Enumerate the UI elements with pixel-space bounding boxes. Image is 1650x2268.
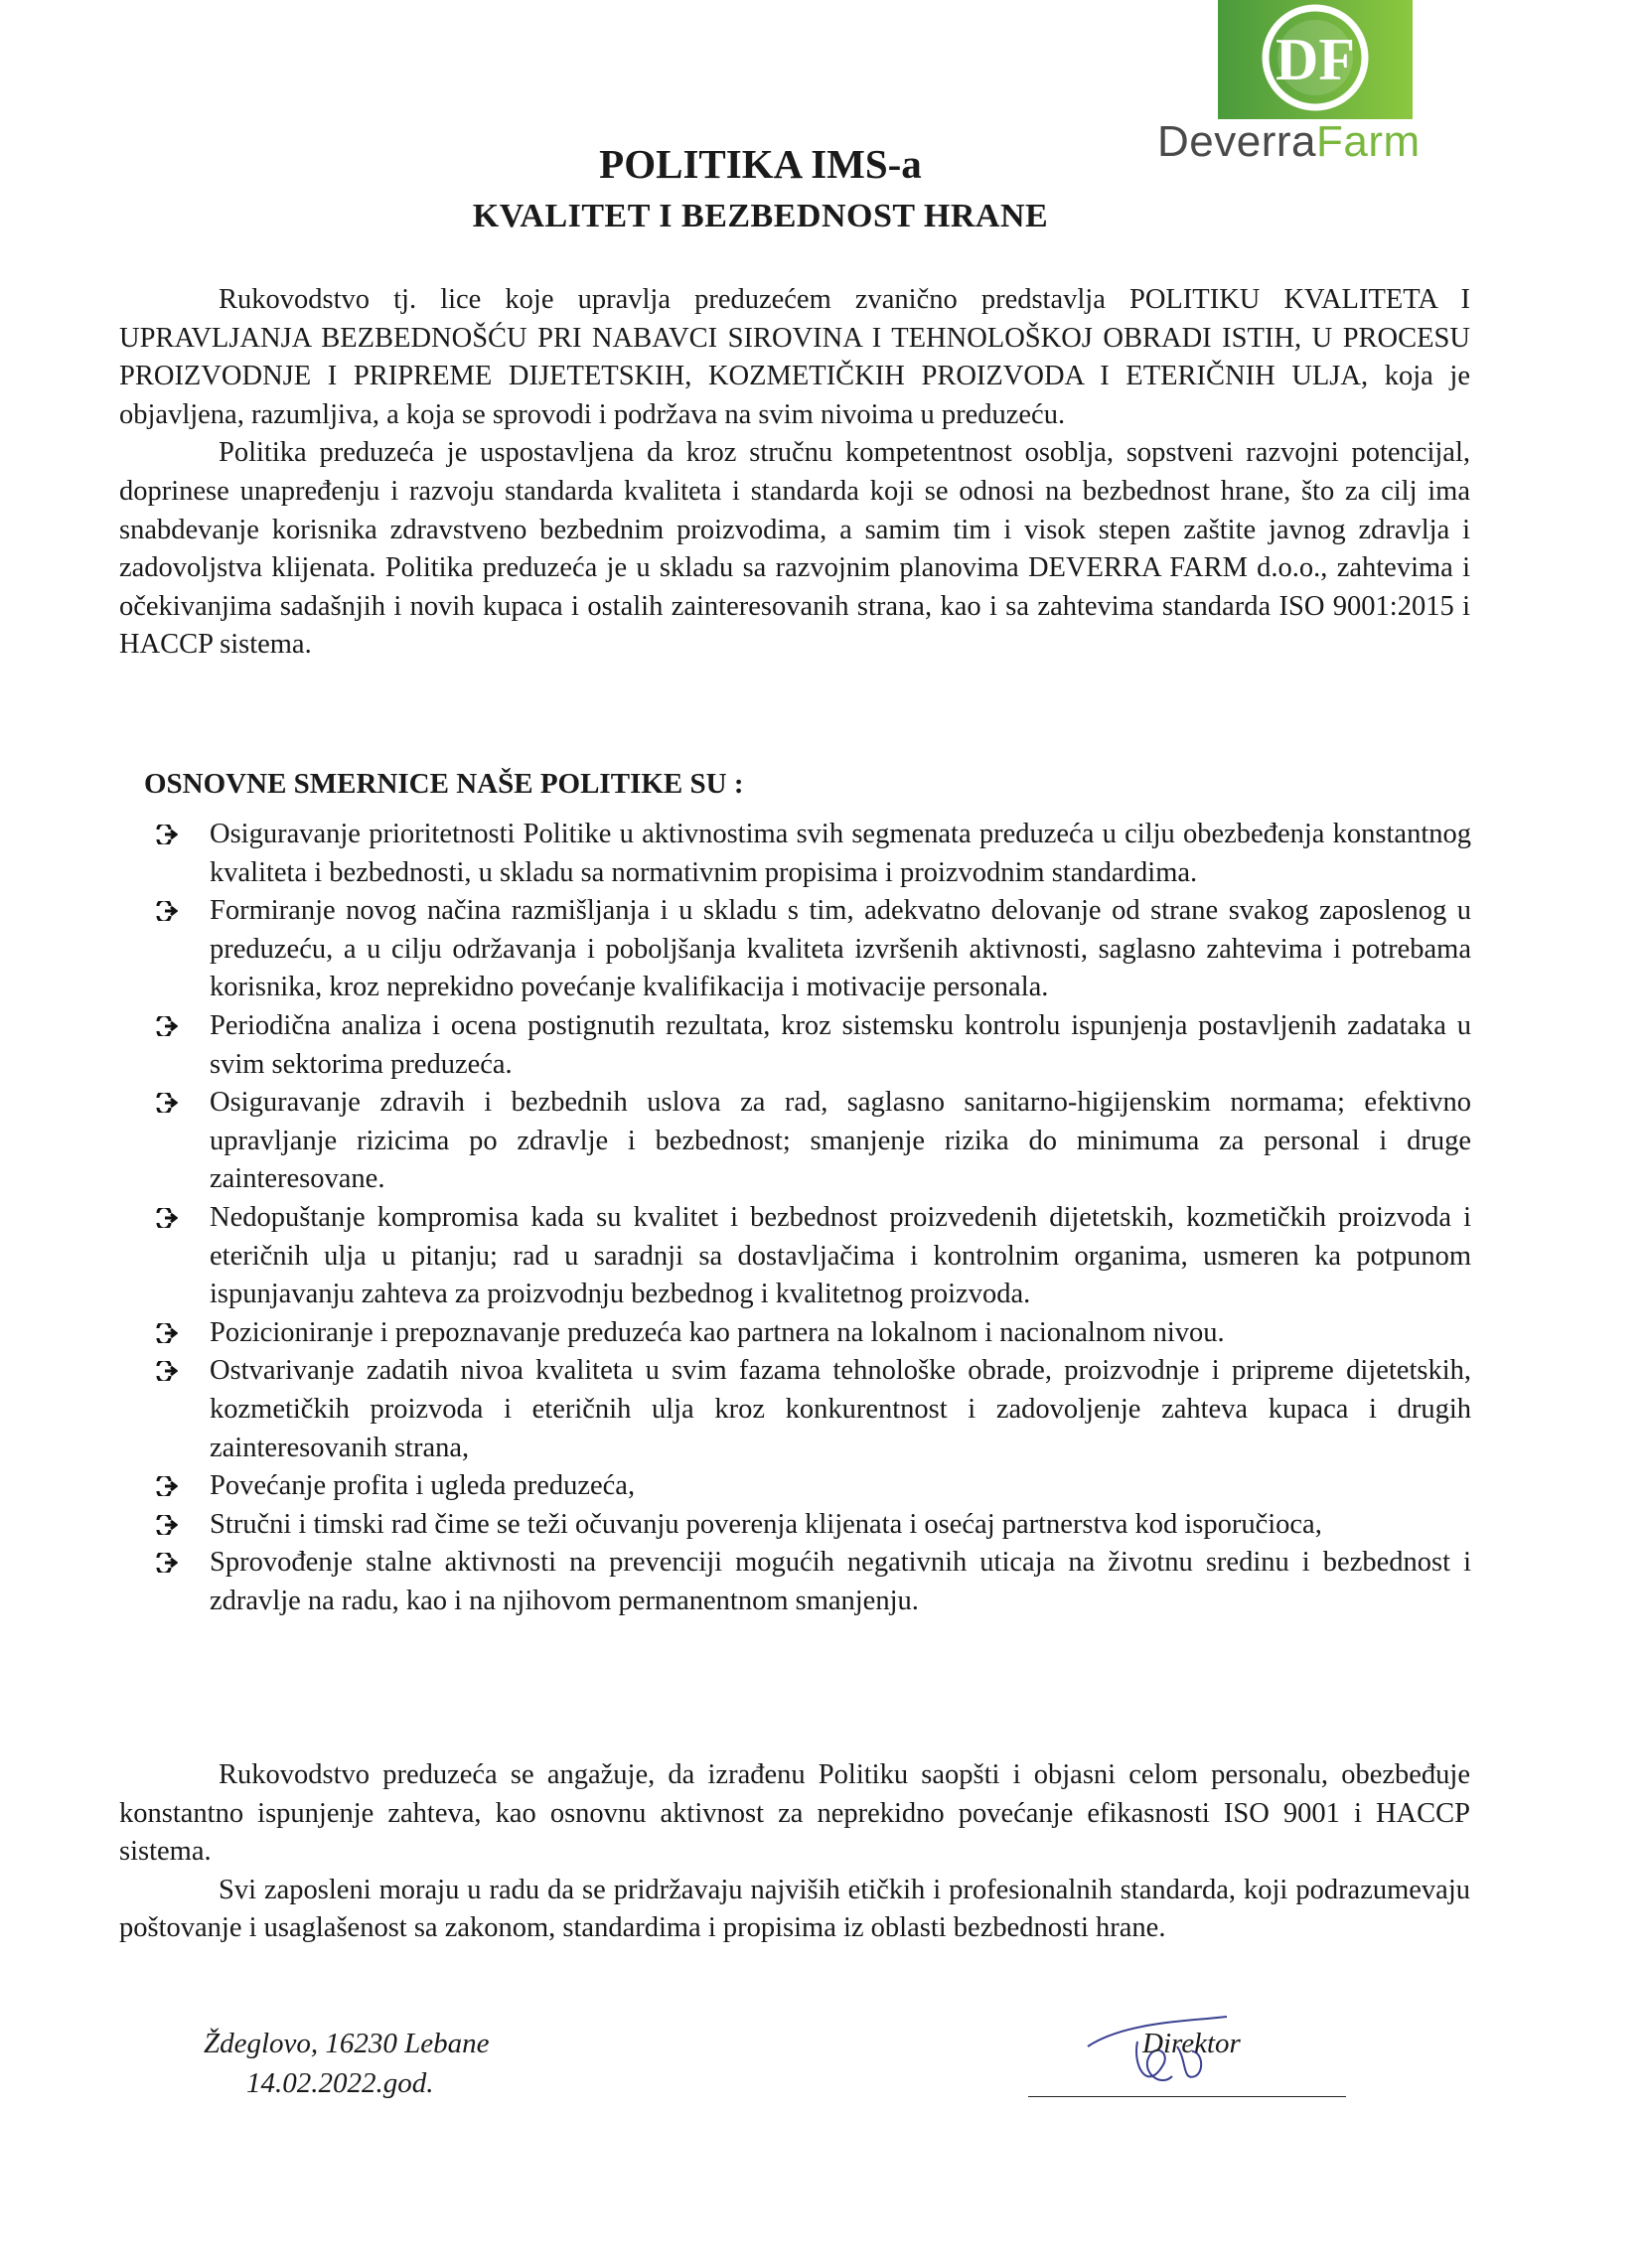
guideline-text: Povećanje profita i ugleda preduzeća, bbox=[210, 1470, 636, 1502]
arrow-right-hook-icon bbox=[154, 1016, 178, 1036]
list-item bbox=[154, 1199, 1471, 1314]
logo-monogram-icon bbox=[1218, 0, 1413, 119]
guideline-text: Pozicioniranje i prepoznavanje preduzeća kao partnera na lokalnom i nacionalnom nivou. bbox=[210, 1316, 1225, 1348]
intro-paragraph: Politika preduzeća je uspostavljena da kroz stručnu kompetentnost osoblja, sopstveni razvojni potencijal, doprinese unapređenju i razvoju standarda kvaliteta i standarda koji se odnosi na bezbednost hrane, što za cilj ima snabdevanje korisnika zdravstveno bezbednim proizvodima, a samim tim i visok stepen zaštite javnog zdravlja i zadovoljstva klijenata. Politika preduzeća je u skladu sa razvojnim planovima DEVERRA FARM d.o.o., zahtevima i očekivanjima sadašnjih i novih kupaca i ostalih zainteresovanih strana, kao i sa zahtevima standarda ISO 9001:2015 i HACCP sistema. bbox=[119, 437, 1470, 661]
intro-section bbox=[119, 281, 1470, 665]
closing-section bbox=[119, 1756, 1470, 1948]
logo-monogram-text: DF bbox=[1275, 27, 1355, 92]
list-item bbox=[154, 1544, 1471, 1620]
signature-label: Direktor bbox=[1142, 2028, 1241, 2059]
arrow-right-hook-icon bbox=[154, 825, 178, 844]
guideline-text: Ostvarivanje zadatih nivoa kvaliteta u svim fazama tehnološke obrade, proizvodnje i pripreme dijetetskih, kozmetičkih proizvoda i eteričnih ulja kroz konkurentnost i zadovoljenje zahteva kupaca i drugih zainteresovanih strana, bbox=[210, 1355, 1471, 1463]
list-item bbox=[154, 816, 1471, 892]
signature-block bbox=[1023, 2002, 1351, 2111]
document-place: Ždeglovo, 16230 Lebane bbox=[204, 2028, 490, 2059]
arrow-right-hook-icon bbox=[154, 1515, 178, 1535]
intro-paragraph: Rukovodstvo tj. lice koje upravlja preduzećem zvanično predstavlja POLITIKU KVALITETA I UPRAVLJANJA BEZBEDNOŠĆU PRI NABAVCI SIROVINA I TEHNOLOŠKOJ OBRADI ISTIH, U PROCESU PROIZVODNJE I PRIPREME DIJETETSKIH, KOZMETIČKIH PROIZVODA I ETERIČNIH ULJA, koja je objavljena, razumljiva, a koja se sprovodi i podržava na svim nivoima u preduzeću. bbox=[119, 284, 1470, 430]
guideline-text: Sprovođenje stalne aktivnosti na prevenciji mogućih negativnih uticaja na životnu sredinu i bezbednost i zdravlje na radu, kao i na njihovom permanentnom smanjenju. bbox=[210, 1547, 1471, 1616]
guideline-text: Nedopuštanje kompromisa kada su kvalitet i bezbednost proizvedenih dijetetskih, kozmetičkih proizvoda i eteričnih ulja u pitanju; rad u saradnji sa dostavljačima i kontrolnim organima, usmeren ka potpunom ispunjavanju zahteva za proizvodnju bezbednog i kvalitetnog proizvoda. bbox=[210, 1201, 1471, 1310]
guideline-text: Osiguravanje zdravih i bezbednih uslova za rad, saglasno sanitarno-higijenskim normama; efektivno upravljanje rizicima po zdravlje i bezbednost; smanjenje rizika do minimuma za personal i druge zainteresovane. bbox=[210, 1087, 1471, 1195]
closing-paragraph: Svi zaposleni moraju u radu da se pridržavaju najviših etičkih i profesionalnih standarda, koji podrazumevaju poštovanje i usaglašenost sa zakonom, standardima i propisima iz oblasti bezbednosti hrane. bbox=[119, 1874, 1470, 1944]
list-item bbox=[154, 1007, 1471, 1084]
list-item bbox=[154, 1084, 1471, 1199]
closing-paragraph: Rukovodstvo preduzeća se angažuje, da izrađenu Politiku saopšti i objasni celom personalu, obezbeđuje konstantno ispunjenje zahteva, kao osnovnu aktivnost za neprekidno povećanje efikasnosti ISO 9001 i HACCP sistema. bbox=[119, 1759, 1470, 1868]
document-title: POLITIKA IMS-a bbox=[599, 141, 922, 187]
guideline-text: Osiguravanje prioritetnosti Politike u aktivnostima svih segmenata preduzeća u cilju obezbeđenja konstantnog kvaliteta i bezbednosti, u skladu sa normativnim propisima i proizvodnim standardima. bbox=[210, 819, 1471, 888]
arrow-right-hook-icon bbox=[154, 1208, 178, 1228]
logo-name-part1: Deverra bbox=[1157, 117, 1316, 166]
guidelines-list bbox=[154, 816, 1471, 1620]
arrow-right-hook-icon bbox=[154, 1093, 178, 1113]
list-item bbox=[154, 892, 1471, 1007]
list-item bbox=[154, 1352, 1471, 1467]
arrow-right-hook-icon bbox=[154, 1361, 178, 1381]
arrow-right-hook-icon bbox=[154, 1476, 178, 1496]
guideline-text: Formiranje novog načina razmišljanja i u skladu s tim, adekvatno delovanje od strane svakog zaposlenog u preduzeću, a u cilju održavanja i poboljšanja kvaliteta izvršenih aktivnosti, saglasno zahtevima i potrebama korisnika, kroz neprekidno povećanje kvalifikacija i motivacije personala. bbox=[210, 895, 1471, 1003]
arrow-right-hook-icon bbox=[154, 1323, 178, 1343]
document-date: 14.02.2022.god. bbox=[246, 2067, 434, 2099]
signature-line bbox=[1028, 2096, 1346, 2097]
guideline-text: Periodična analiza i ocena postignutih rezultata, kroz sistemsku kontrolu ispunjenja postavljenih zadataka u svim sektorima preduzeća. bbox=[210, 1009, 1471, 1080]
list-item bbox=[154, 1506, 1471, 1545]
document-subtitle: KVALITET I BEZBEDNOST HRANE bbox=[472, 198, 1049, 234]
logo-name-part2: Farm bbox=[1316, 117, 1421, 166]
arrow-right-hook-icon bbox=[154, 1553, 178, 1573]
logo-mark bbox=[1218, 0, 1413, 119]
list-item bbox=[154, 1467, 1471, 1506]
arrow-right-hook-icon bbox=[154, 901, 178, 921]
guidelines-heading: OSNOVNE SMERNICE NAŠE POLITIKE SU : bbox=[144, 768, 744, 800]
guideline-text: Stručni i timski rad čime se teži očuvanju poverenja klijenata i osećaj partnerstva kod isporučioca, bbox=[210, 1508, 1322, 1540]
list-item bbox=[154, 1314, 1471, 1353]
